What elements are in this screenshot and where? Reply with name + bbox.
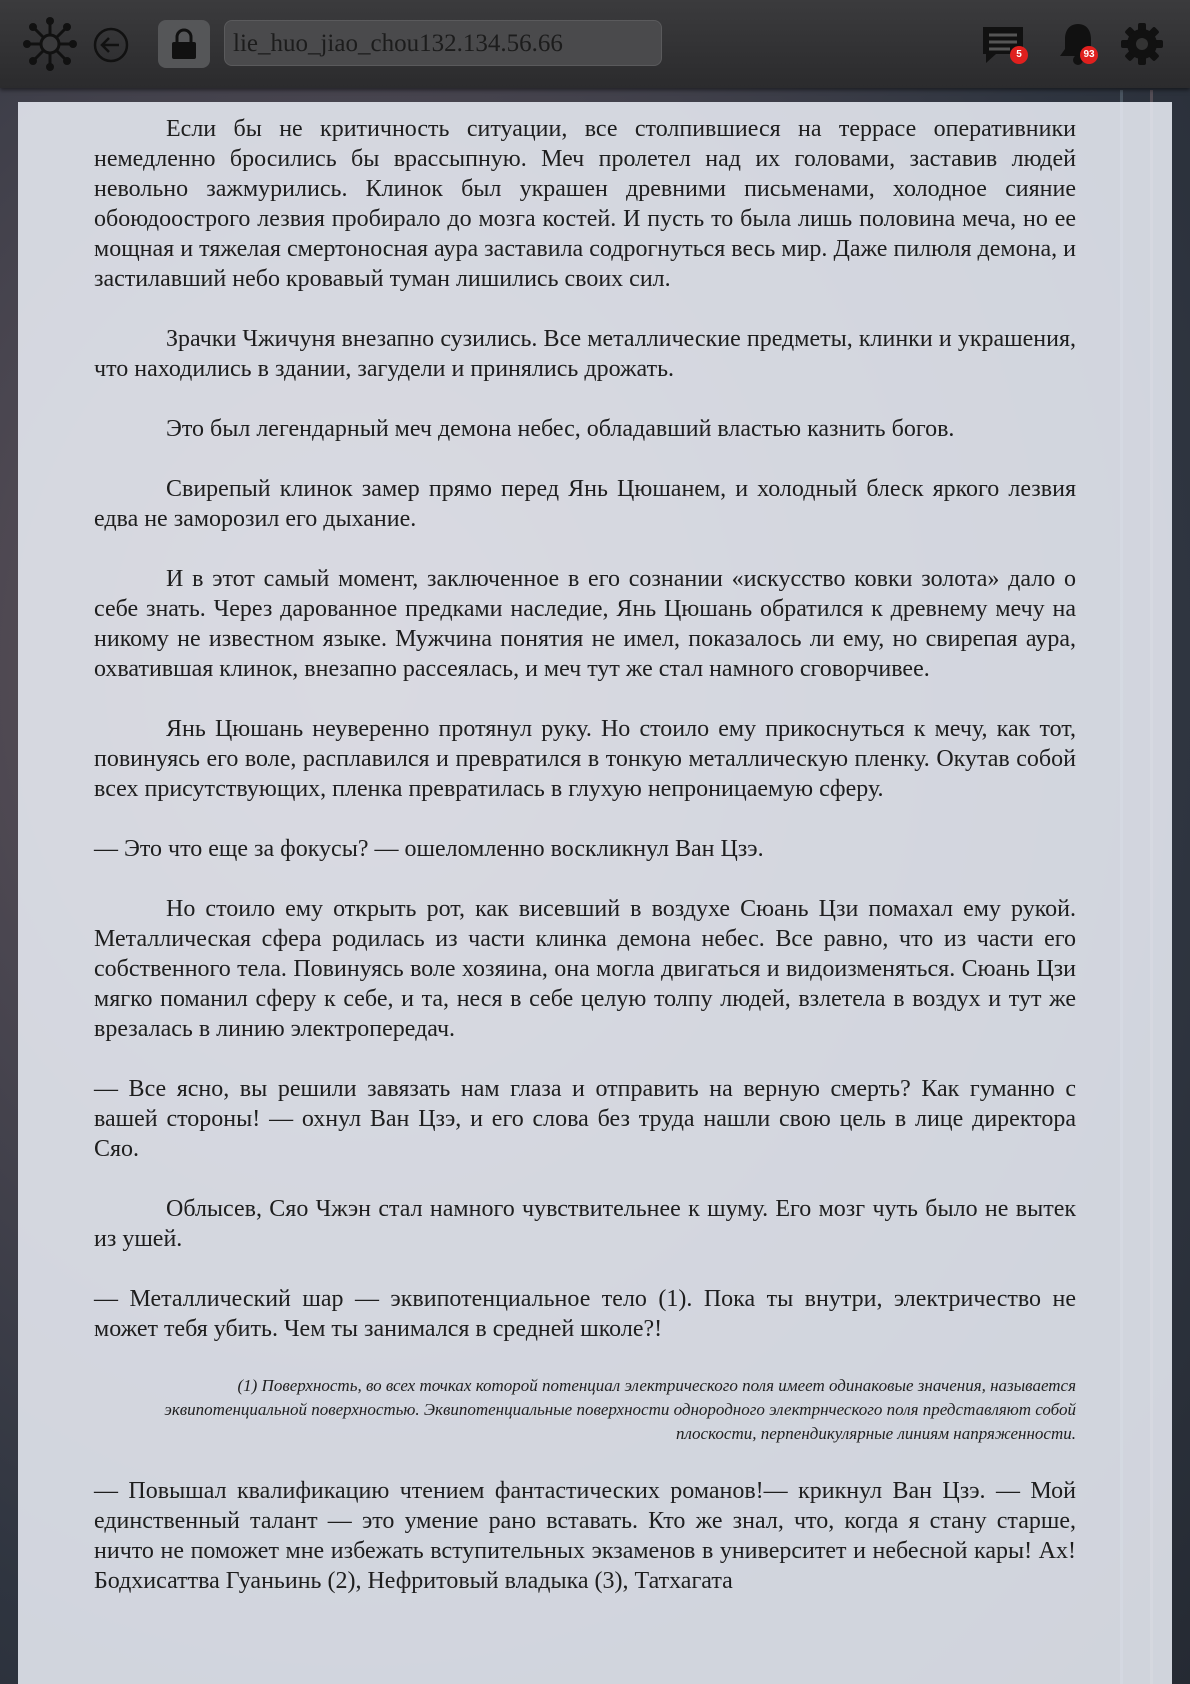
paragraph: — Это что еще за фокусы? — ошеломленно воскликнул Ван Цзэ.: [94, 836, 764, 862]
paragraph: — Все ясно, вы решили завязать нам глаза и отправить на верную смерть? Как гуманно с вашей стороны! — охнул Ван Цзэ, и его слова без труда нашли свою цель в лице директора Сяо.: [94, 1076, 1076, 1162]
paragraph: Если бы не критичность ситуации, все столпившиеся на террасе оперативники немедленно бросились бы врассыпную. Меч пролетел над их головами, заставив людей невольно зажмурились. Клинок был украшен древними письменами, холодное сияние обоюдоострого лезвия пробирало до мозга костей. И пусть то была лишь половина меча, но ее мощная и тяжелая смертоносная аура заставила содрогнуться весь мир. Даже пилюля демона, и застилавший небо кровавый туман лишились своих сил.: [94, 116, 1076, 292]
messages-button[interactable]: [980, 24, 1026, 66]
lock-icon: [169, 27, 199, 61]
reading-page: [18, 102, 1172, 1684]
top-toolbar: [0, 0, 1190, 88]
network-hub-icon[interactable]: [22, 16, 78, 72]
paragraph: И в этот самый момент, заключенное в его сознании «искусство ковки золота» дало о себе знать. Через дарованное предками наследие, Янь Цюшань обратился к древнему мечу на никому не известном языке. Мужчина понятия не имел, показалось ли ему, но свирепая аура, охватившая клинок, внезапно рассеялась, и меч тут же стал намного сговорчивее.: [94, 566, 1076, 682]
paragraph: Зрачки Чжичуня внезапно сузились. Все металлические предметы, клинки и украшения, что находились в здании, загудели и принялись дрожать.: [94, 326, 1076, 382]
paragraph: Янь Цюшань неуверенно протянул руку. Но стоило ему прикоснуться к мечу, как тот, повинуясь его воле, расплавился и превратился в тонкую металлическую пленку. Окутав собой всех присутствующих, пленка превратилась в глухую непроницаемую сферу.: [94, 716, 1076, 802]
notifications-button[interactable]: [1056, 20, 1100, 66]
paragraph: Это был легендарный меч демона небес, обладавший властью казнить богов.: [166, 416, 955, 442]
chapter-text: [94, 114, 1076, 1626]
messages-badge: 5: [1010, 46, 1028, 64]
paragraph: Свирепый клинок замер прямо перед Янь Цюшанем, и холодный блеск яркого лезвия едва не заморозил его дыхание.: [94, 476, 1076, 532]
paragraph: Облысев, Сяо Чжэн стал намного чувствительнее к шуму. Его мозг чуть было не вытек из ушей.: [94, 1196, 1076, 1252]
arrow-left-circle-icon: [92, 26, 130, 64]
lock-button[interactable]: [158, 20, 210, 68]
gear-icon: [1120, 22, 1164, 66]
address-bar[interactable]: lie_huo_jiao_chou132.134.56.66: [224, 20, 662, 66]
paragraph: — Повышал квалификацию чтением фантастических романов!— крикнул Ван Цзэ. — Мой единственный талант — это умение рано вставать. Кто же знал, что, когда я стану старше, ничто не поможет мне избежать вступительных экзаменов в университет и небесной кары! Ах! Бодхисаттва Гуаньинь (2), Нефритовый владыка (3), Татхагата: [94, 1478, 1076, 1594]
settings-button[interactable]: [1120, 22, 1164, 66]
footnote: (1) Поверхность, во всех точках которой потенциал электрического поля имеет одинаковые значения, называется эквипотенциальной поверхностью. Эквипотенциальные поверхности однородного электрнческого поля представляют собой плоскости, перпендикулярные линиям напряженности.: [164, 1376, 1076, 1443]
notifications-badge: 93: [1080, 46, 1098, 64]
paragraph: Но стоило ему открыть рот, как висевший в воздухе Сюань Цзи помахал ему рукой. Металлическая сфера родилась из части клинка демона небес. Все равно, что из части его собственного тела. Повинуясь воле хозяина, она могла двигаться и видоизменяться. Сюань Цзи мягко поманил сферу к себе, и та, неся в себе целую толпу людей, взлетела в воздух и тут же врезалась в линию электропередач.: [94, 896, 1076, 1042]
paragraph: — Металлический шар — эквипотенциальное тело (1). Пока ты внутри, электричество не может тебя убить. Чем ты занимался в средней школе?!: [94, 1286, 1076, 1342]
back-button[interactable]: [92, 26, 130, 64]
